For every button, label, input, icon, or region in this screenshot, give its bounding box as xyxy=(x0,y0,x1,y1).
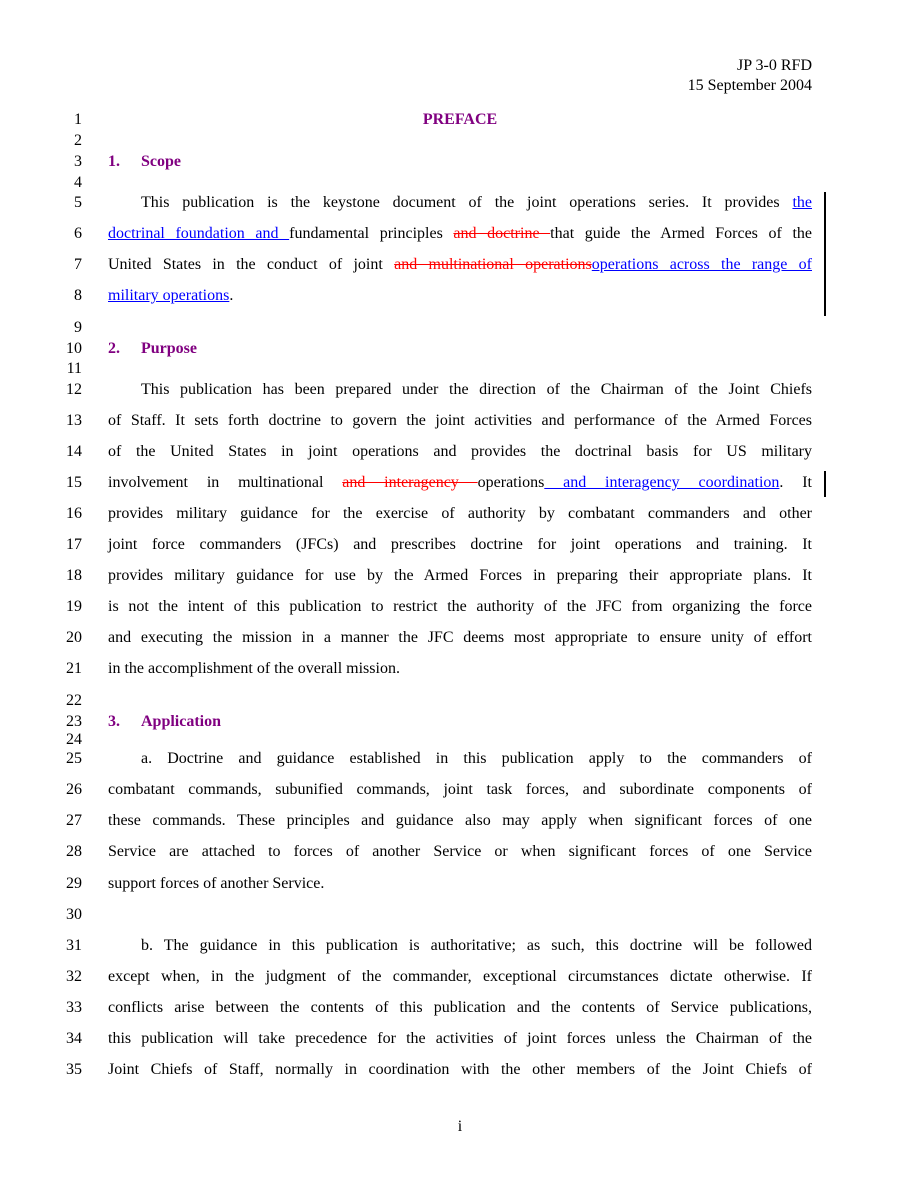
page-title: PREFACE xyxy=(422,111,498,128)
text-run: This publication is the keystone document of the joint operations series. It provides xyxy=(141,194,793,211)
text-line: in the accomplishment of the overall mission. xyxy=(108,660,400,677)
text-line: this publication will take precedence for the activities of joint forces unless the Chairman of the xyxy=(108,1030,812,1047)
text-run: fundamental principles xyxy=(289,225,454,242)
line-number: 26 xyxy=(66,781,82,798)
text-run: involvement in multinational xyxy=(108,474,343,491)
text-line: support forces of another Service. xyxy=(108,875,325,892)
section-title: Scope xyxy=(141,153,181,170)
inserted-text: military operations xyxy=(108,287,230,304)
text-line: Service are attached to forces of another Service or when significant forces of one Service xyxy=(108,843,812,860)
text-run: . xyxy=(229,287,234,304)
text-line: joint force commanders (JFCs) and prescribes doctrine for joint operations and training. It xyxy=(108,536,812,553)
line-number: 15 xyxy=(66,474,82,491)
line-number: 7 xyxy=(74,256,82,273)
line-number: 2 xyxy=(74,132,82,149)
change-bar xyxy=(824,192,826,316)
line-number: 31 xyxy=(66,937,82,954)
deleted-text: and multinational operations xyxy=(394,256,592,273)
line-number: 9 xyxy=(74,319,82,336)
text-line: Joint Chiefs of Staff, normally in coordination with the other members of the Joint Chiefs of xyxy=(108,1061,812,1078)
line-number: 27 xyxy=(66,812,82,829)
line-number: 22 xyxy=(66,692,82,709)
line-number: 13 xyxy=(66,412,82,429)
line-number: 14 xyxy=(66,443,82,460)
text-line: is not the intent of this publication to restrict the authority of the JFC from organizing the force xyxy=(108,598,812,615)
change-bar xyxy=(824,471,826,497)
text-line: b. The guidance in this publication is authoritative; as such, this doctrine will be followed xyxy=(141,937,812,954)
line-number: 4 xyxy=(74,174,82,191)
line-number: 11 xyxy=(66,360,82,377)
line-number: 5 xyxy=(74,194,82,211)
line-number: 18 xyxy=(66,567,82,584)
section-heading-scope xyxy=(108,153,812,171)
inserted-text: and interagency coordination xyxy=(544,474,780,491)
line-number: 32 xyxy=(66,968,82,985)
line-number: 3 xyxy=(74,153,82,170)
line-number: 34 xyxy=(66,1030,82,1047)
header-date: 15 September 2004 xyxy=(687,77,812,94)
text-line xyxy=(108,474,812,492)
header-publication: JP 3-0 RFD xyxy=(737,57,812,74)
line-number: 25 xyxy=(66,750,82,767)
line-number: 12 xyxy=(66,381,82,398)
line-number: 6 xyxy=(74,225,82,242)
line-number: 16 xyxy=(66,505,82,522)
text-line: provides military guidance for use by the Armed Forces in preparing their appropriate plans. It xyxy=(108,567,812,584)
text-line: a. Doctrine and guidance established in this publication apply to the commanders of xyxy=(141,750,812,767)
text-run: that guide the Armed Forces of the xyxy=(550,225,812,242)
line-number: 8 xyxy=(74,287,82,304)
line-number: 35 xyxy=(66,1061,82,1078)
section-title: Purpose xyxy=(141,340,197,357)
line-number: 28 xyxy=(66,843,82,860)
section-number: 2. xyxy=(108,340,120,357)
inserted-text: operations across the range of xyxy=(591,256,812,273)
text-line: except when, in the judgment of the commander, exceptional circumstances dictate otherwise. If xyxy=(108,968,812,985)
line-number: 23 xyxy=(66,713,82,730)
text-line xyxy=(108,225,812,243)
text-run: . It xyxy=(779,474,812,491)
line-number: 30 xyxy=(66,906,82,923)
line-number: 19 xyxy=(66,598,82,615)
section-heading-application xyxy=(108,713,812,731)
text-line xyxy=(108,194,812,212)
page-number: i xyxy=(457,1118,463,1135)
text-line: and executing the mission in a manner the JFC deems most appropriate to ensure unity of effort xyxy=(108,629,812,646)
section-title: Application xyxy=(141,713,222,730)
text-line: of the United States in joint operations and provides the doctrinal basis for US military xyxy=(108,443,812,460)
section-number: 3. xyxy=(108,713,120,730)
text-line xyxy=(108,256,812,274)
section-number: 1. xyxy=(108,153,120,170)
inserted-text: doctrinal foundation and xyxy=(108,225,290,242)
text-line xyxy=(108,287,812,305)
deleted-text: and doctrine xyxy=(453,225,551,242)
deleted-text: and interagency xyxy=(342,474,478,491)
line-number: 10 xyxy=(66,340,82,357)
text-run: operations xyxy=(477,474,545,491)
text-line: provides military guidance for the exercise of authority by combatant commanders and other xyxy=(108,505,812,522)
line-number: 1 xyxy=(74,111,82,128)
inserted-text: the xyxy=(792,194,812,211)
line-number: 29 xyxy=(66,875,82,892)
text-line: these commands. These principles and guidance also may apply when significant forces of one xyxy=(108,812,812,829)
line-number: 17 xyxy=(66,536,82,553)
line-number: 24 xyxy=(66,731,82,748)
section-heading-purpose xyxy=(108,340,812,358)
text-line: of Staff. It sets forth doctrine to govern the joint activities and performance of the Armed Forces xyxy=(108,412,812,429)
line-number: 20 xyxy=(66,629,82,646)
line-number: 21 xyxy=(66,660,82,677)
text-line: combatant commands, subunified commands, joint task forces, and subordinate components of xyxy=(108,781,812,798)
text-line: This publication has been prepared under the direction of the Chairman of the Joint Chiefs xyxy=(141,381,812,398)
text-line: conflicts arise between the contents of this publication and the contents of Service publications, xyxy=(108,999,812,1016)
line-number: 33 xyxy=(66,999,82,1016)
text-run: United States in the conduct of joint xyxy=(108,256,395,273)
